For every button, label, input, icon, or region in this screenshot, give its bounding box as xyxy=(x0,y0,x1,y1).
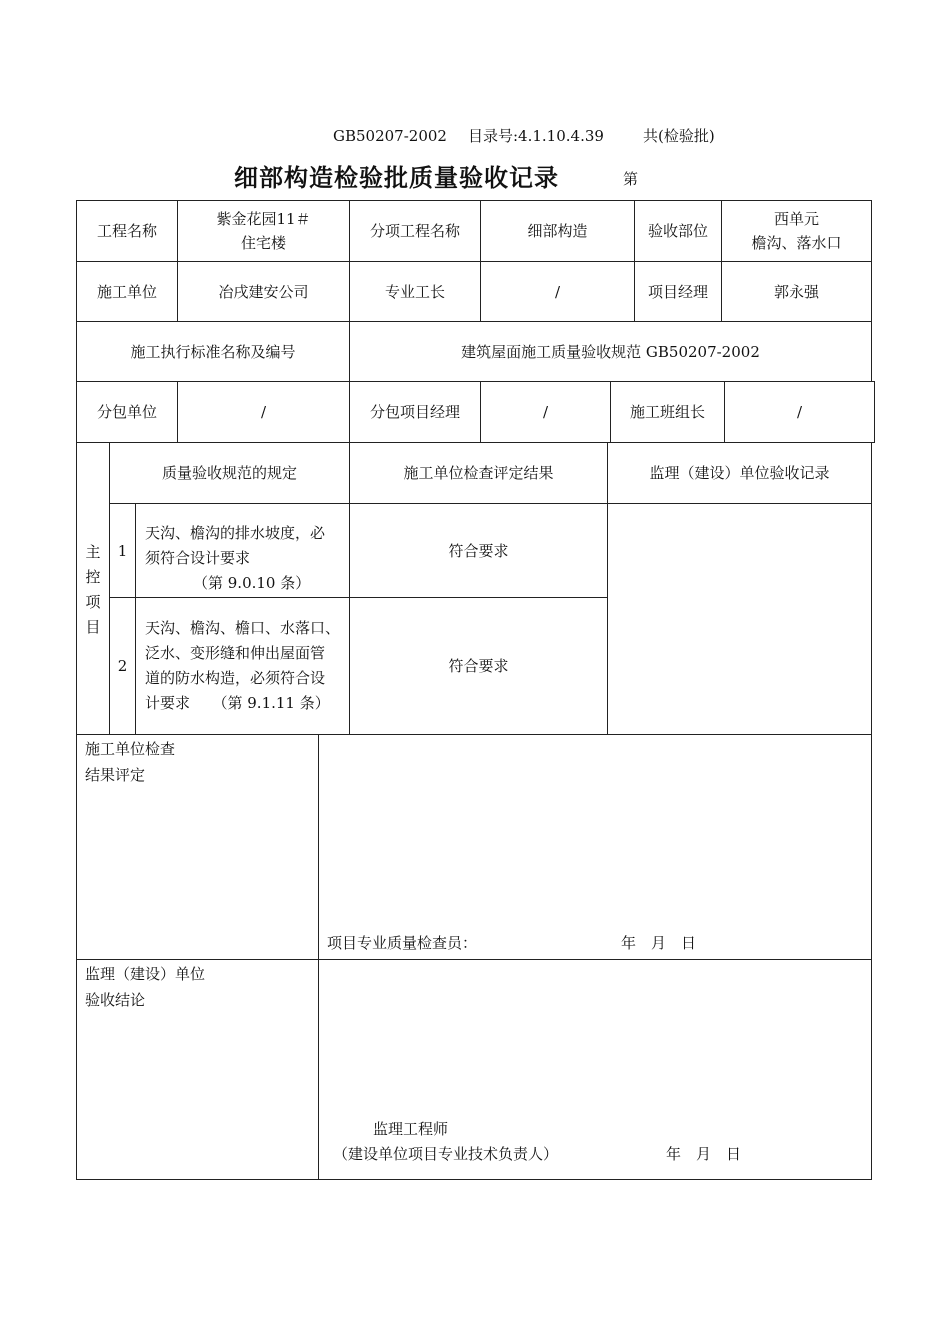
main-control-items-label xyxy=(77,540,109,640)
acceptance-part-label: 验收部位 xyxy=(647,222,708,240)
page-number-label: 第 xyxy=(623,170,639,188)
main-items-char: 项 xyxy=(85,593,101,611)
team-leader-value: / xyxy=(796,403,803,421)
item-1-spec-line: 天沟、檐沟的排水坡度，必 xyxy=(145,524,326,542)
contractor-label: 施工单位 xyxy=(96,282,157,301)
item-number: 1 xyxy=(117,541,128,560)
sub-unit-value: / xyxy=(260,403,267,421)
subitem-value: 细部构造 xyxy=(527,222,588,240)
contractor-eval-label-line: 施工单位检查 xyxy=(85,740,176,758)
supervision-eval-label xyxy=(85,961,205,1013)
project-name-line1: 紫金花园11＃ xyxy=(216,210,311,228)
foreman-value: / xyxy=(554,282,561,301)
main-items-char: 控 xyxy=(85,568,101,586)
contractor-eval-date: 年 月 日 xyxy=(621,934,697,952)
sub-unit-label: 分包单位 xyxy=(96,403,157,421)
manager-value: 郭永强 xyxy=(773,282,819,301)
item-2-spec-line: 泛水、变形缝和伸出屋面管 xyxy=(145,644,326,662)
acceptance-part-line2: 檐沟、落水口 xyxy=(751,234,842,252)
acceptance-part-line1: 西单元 xyxy=(773,210,819,228)
project-name-label: 工程名称 xyxy=(96,222,157,240)
supervision-column-header: 监理（建设）单位验收记录 xyxy=(649,464,830,482)
foreman-label: 专业工长 xyxy=(384,282,445,301)
item-2-spec-line: 计要求 （第 9.1.11 条） xyxy=(145,694,330,712)
main-items-char: 主 xyxy=(85,543,101,561)
sub-manager-label: 分包项目经理 xyxy=(369,403,460,421)
main-items-char: 目 xyxy=(85,618,101,636)
quality-inspector-signature: 项目专业质量检查员： xyxy=(327,934,478,952)
supervision-eval-label-line: 验收结论 xyxy=(85,991,146,1009)
standard-label: 施工执行标准名称及编号 xyxy=(130,342,296,361)
contractor-eval-label xyxy=(85,736,175,788)
item-1-spec-line: 须符合设计要求 xyxy=(145,549,251,567)
sub-manager-value: / xyxy=(542,403,549,421)
result-column-header: 施工单位检查评定结果 xyxy=(403,464,554,482)
supervision-eval-date: 年 月 日 xyxy=(666,1145,742,1163)
item-1-spec-line: （第 9.0.10 条） xyxy=(193,574,311,592)
catalog-number: 目录号:4.1.10.4.39 xyxy=(468,127,604,145)
acceptance-part-value xyxy=(722,201,871,261)
item-1-result: 符合要求 xyxy=(448,541,509,560)
item-1-spec xyxy=(145,521,349,596)
spec-column-header: 质量验收规范的规定 xyxy=(161,464,297,482)
contractor-eval-label-line: 结果评定 xyxy=(85,766,146,784)
standard-code: GB50207-2002 xyxy=(333,127,447,145)
item-2-spec-line: 道的防水构造，必须符合设 xyxy=(145,669,326,687)
item-2-result: 符合要求 xyxy=(448,657,509,675)
item-2-spec xyxy=(145,616,349,716)
total-batches: 共(检验批) xyxy=(643,127,715,145)
page-title: 细部构造检验批质量验收记录 xyxy=(234,164,559,192)
supervision-engineer-signature: 监理工程师 xyxy=(373,1120,449,1138)
team-leader-label: 施工班组长 xyxy=(629,403,705,421)
subitem-label: 分项工程名称 xyxy=(369,222,460,240)
supervision-eval-label-line: 监理（建设）单位 xyxy=(85,965,206,983)
item-2-spec-line: 天沟、檐沟、檐口、水落口、 xyxy=(145,619,341,637)
contractor-value: 冶戌建安公司 xyxy=(218,282,309,301)
project-name-line2: 住宅楼 xyxy=(240,234,286,252)
manager-label: 项目经理 xyxy=(647,282,708,301)
project-name-value xyxy=(178,201,349,261)
standard-value: 建筑屋面施工质量验收规范 GB50207-2002 xyxy=(461,342,760,361)
owner-representative-signature: （建设单位项目专业技术负责人） xyxy=(333,1145,559,1163)
item-number: 2 xyxy=(117,657,128,675)
